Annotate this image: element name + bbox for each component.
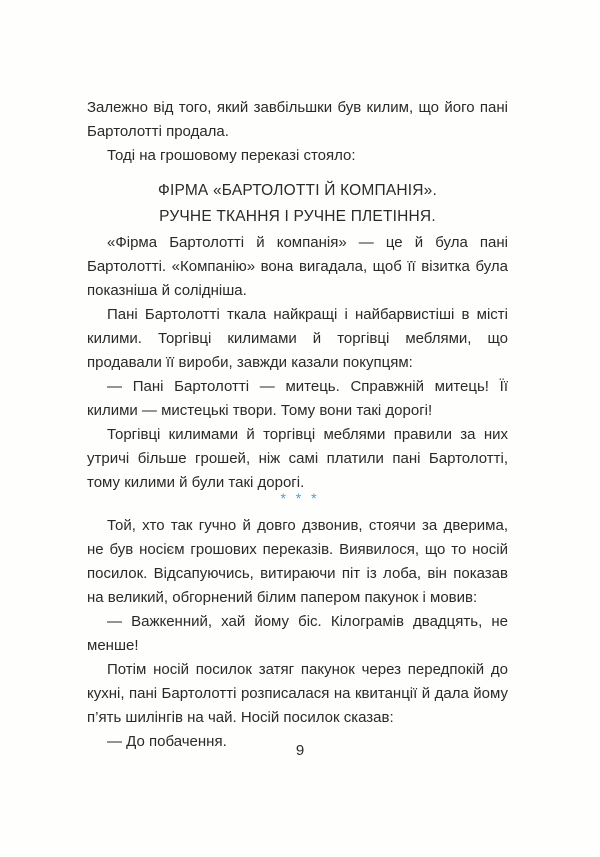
company-heading	[87, 178, 508, 230]
section-separator: * * *	[280, 490, 320, 506]
paragraph: Потім носій посилок затяг пакунок через передпокій до кухні, пані Бартолотті розписалася на квитанції й дала йому п’ять шилінгів на чай. Носій посилок сказав:	[87, 661, 508, 726]
section2-block	[87, 514, 508, 754]
paragraph: Торгівці килимами й торгівці меблями правили за них утричі більше грошей, ніж самі платили пані Бартолотті, тому килими й були такі дорогі.	[87, 426, 508, 491]
paragraph: Тоді на грошовому переказі стояло:	[107, 147, 356, 164]
paragraph: «Фірма Бартолотті й компанія» — це й була пані Бартолотті. «Компанію» вона вигадала, щоб її візитка була показніша й солідніша.	[87, 234, 508, 299]
dialogue-line: — До побачення.	[107, 733, 227, 750]
paragraph: Той, хто так гучно й довго дзвонив, стоячи за дверима, не був носієм грошових переказів. Виявилося, що то носій посилок. Відсапуючись, витираючи піт із лоба, він показав на великий, обгорнений білим папером пакунок і мовив:	[87, 517, 508, 606]
dialogue-line: — Важкенний, хай йому біс. Кілограмів двадцять, не менше!	[87, 613, 508, 654]
dialogue-line: — Пані Бартолотті — митець. Справжній митець! Її килими — мистецькі твори. Тому вони такі дорогі!	[87, 378, 508, 419]
body-block	[87, 231, 508, 495]
heading-line-1: ФІРМА «БАРТОЛОТТІ Й КОМПАНІЯ».	[157, 182, 438, 199]
page-number: 9	[295, 742, 305, 759]
paragraph: Залежно від того, який завбільшки був килим, що його пані Бартолотті продала.	[87, 99, 508, 140]
intro-block	[87, 96, 508, 168]
paragraph: Пані Бартолотті ткала найкращі і найбарвистіші в місті килими. Торгівці килимами й торгівці меблями, що продавали її вироби, завжди казали покупцям:	[87, 306, 508, 371]
heading-line-2: РУЧНЕ ТКАННЯ І РУЧНЕ ПЛЕТІННЯ.	[159, 208, 436, 225]
